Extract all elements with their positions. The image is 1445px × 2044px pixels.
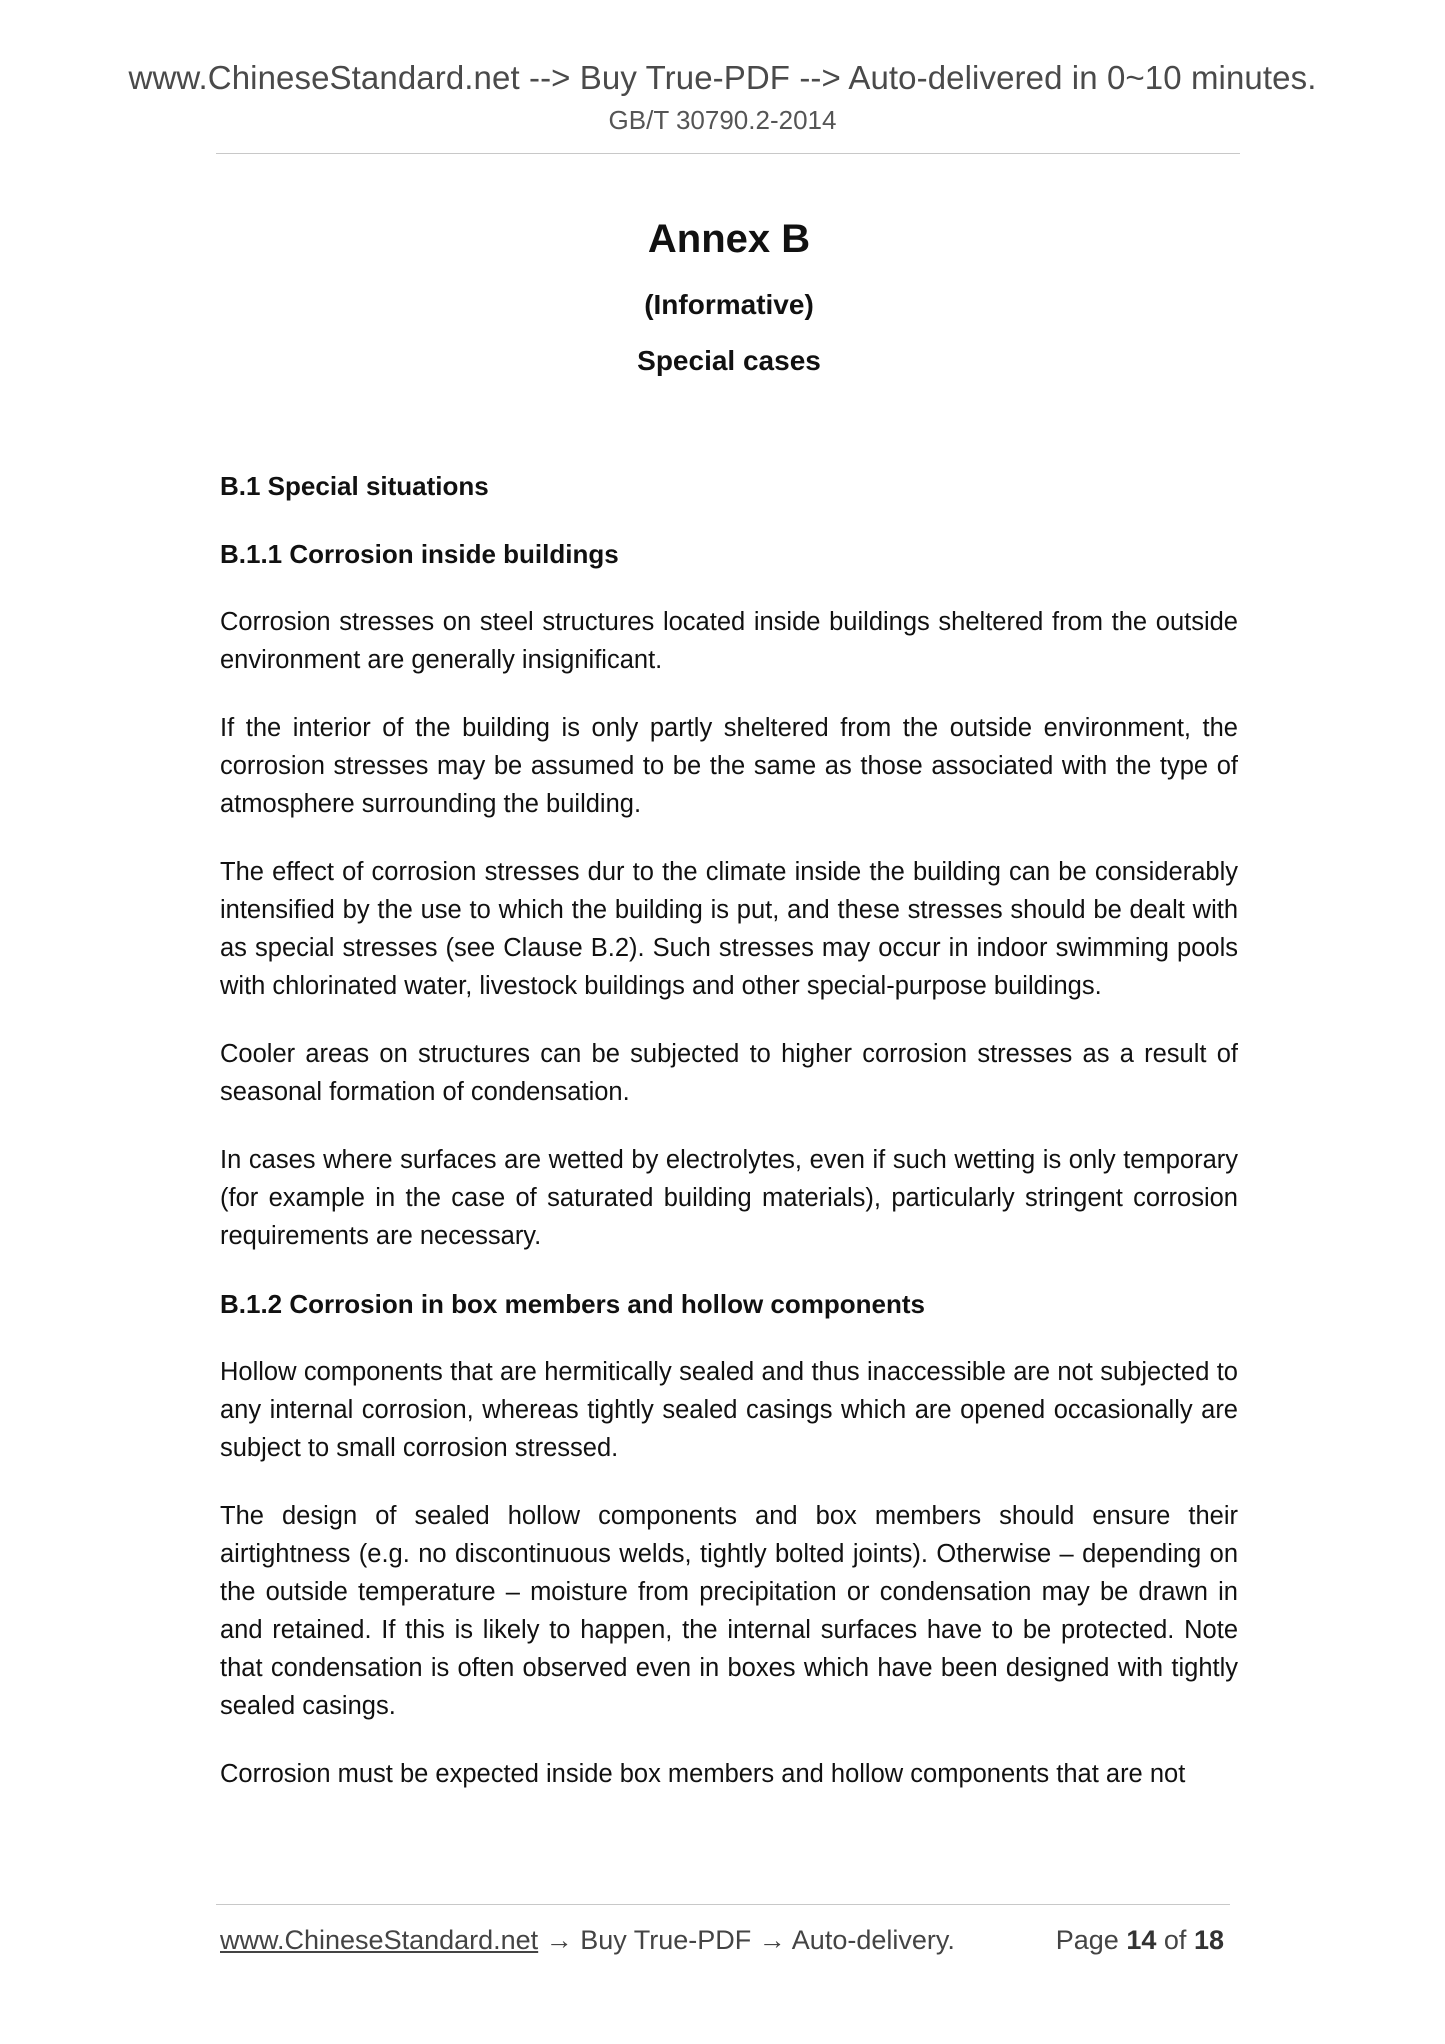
section-heading-b1: B.1 Special situations [220,471,489,501]
paragraph: Corrosion must be expected inside box members and hollow components that are not [220,1760,1186,1788]
arrow-right-icon: → [758,1925,786,1955]
arrow-right-icon: → [545,1925,573,1955]
header-standard-id: GB/T 30790.2-2014 [608,105,837,135]
section-heading-b12: B.1.2 Corrosion in box members and hollow components [220,1289,925,1319]
footer-delivery-text: Auto-delivery. [791,1925,955,1955]
paragraph: Hollow components that are hermitically sealed and thus inaccessible are not subjected to any internal corrosion, whereas tightly sealed casings which are opened occasionally are subject to small corrosion stressed. [220,1358,1238,1462]
page-current: 14 [1126,1925,1157,1955]
page-total: 18 [1193,1925,1224,1955]
annex-title: Annex B [647,217,811,261]
header-banner: www.ChineseStandard.net --> Buy True-PDF --> Auto-delivered in 0~10 minutes. [128,59,1317,96]
paragraph: The design of sealed hollow components and box members should ensure their airtightness (e.g. no discontinuous welds, tightly bolted joints). Otherwise – depending on the outside temperature – moisture from precipitation or condensation may be drawn in and retained. If this is likely to happen, the internal surfaces have to be protected. Note that condensation is often observed even in boxes which have been designed with tightly sealed casings. [220,1502,1238,1720]
footer-site-link[interactable]: www.ChineseStandard.net [220,1925,539,1955]
paragraph: The effect of corrosion stresses dur to the climate inside the building can be considerably intensified by the use to which the building is put, and these stresses should be dealt with as special stresses (see Clause B.2). Such stresses may occur in indoor swimming pools with chlorinated water, livestock buildings and other special-purpose buildings. [220,858,1238,1000]
paragraph: Corrosion stresses on steel structures located inside buildings sheltered from the outside environment are generally insignificant. [220,608,1238,674]
page-label: Page [1055,1925,1119,1955]
page-footer [220,1920,1230,1960]
page-number [1056,1920,1224,1960]
annex-subtitle: Special cases [637,345,821,376]
footer-divider [216,1904,1230,1905]
paragraph: Cooler areas on structures can be subjected to higher corrosion stresses as a result of seasonal formation of condensation. [220,1040,1238,1106]
footer-left [220,1920,955,1960]
of-label: of [1163,1925,1187,1955]
paragraph: In cases where surfaces are wetted by electrolytes, even if such wetting is only temporary (for example in the case of saturated building materials), particularly stringent corrosion requirements are necessary. [220,1146,1238,1250]
document-body [220,205,1238,1793]
section-heading-b11: B.1.1 Corrosion inside buildings [220,539,619,569]
footer-buy-text: Buy True-PDF [580,1925,752,1955]
header-divider [216,153,1240,154]
paragraph: If the interior of the building is only partly sheltered from the outside environment, the corrosion stresses may be assumed to be the same as those associated with the type of atmosphere surrounding the building. [220,714,1238,818]
page-header [0,56,1445,138]
annex-type: (Informative) [644,289,814,320]
